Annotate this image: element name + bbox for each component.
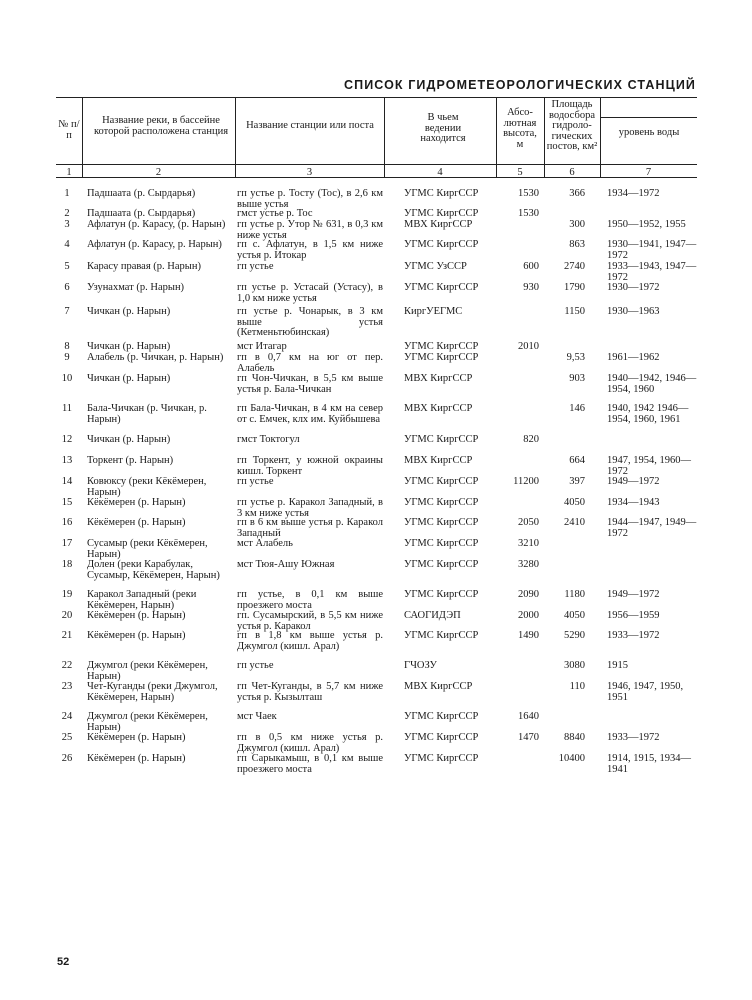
col-head-num: № п/п (58, 119, 80, 141)
observation-years: 1934—1972 (607, 188, 660, 199)
col-head-level: уровень воды (618, 127, 680, 138)
station-name: гп Торкент, у южной окраины кишл. Торкент (237, 455, 383, 477)
row-number: 10 (61, 373, 73, 384)
organization: УГМС КиргССР (404, 630, 479, 641)
catchment-area: 9,53 (566, 352, 585, 363)
page-number: 52 (57, 956, 70, 968)
river-name: Ковюксу (реки Кёкёмерен, Нарын) (87, 476, 207, 498)
row-number: 1 (64, 188, 70, 199)
row-number: 25 (61, 732, 73, 743)
organization: УГМС КиргССР (404, 341, 479, 352)
row-number: 11 (61, 403, 73, 414)
organization: ГЧОЗУ (404, 660, 437, 671)
river-name: Чет-Куганды (реки Джумгол, Кёкёмерен, Нарын) (87, 681, 218, 703)
river-name: Джумгол (реки Кёкёмерен, Нарын) (87, 660, 208, 682)
organization: УГМС КиргССР (404, 497, 479, 508)
river-name: Кёкёмерен (р. Нарын) (87, 517, 186, 528)
river-name: Кёкёмерен (р. Нарын) (87, 630, 186, 641)
row-number: 22 (61, 660, 73, 671)
river-name: Чичкан (р. Нарын) (87, 434, 171, 445)
col-divider (496, 98, 497, 177)
organization: УГМС КиргССР (404, 732, 479, 743)
altitude: 600 (523, 261, 539, 272)
river-name: Чичкан (р. Нарын) (87, 341, 171, 352)
station-name: гп устье р. Тосту (Тос), в 2,6 км выше устья (237, 188, 383, 210)
header-rule (56, 164, 697, 165)
observation-years: 1961—1962 (607, 352, 660, 363)
station-name: гп в 1,8 км выше устья р. Джумгол (кишл. Арал) (237, 630, 383, 652)
row-number: 15 (61, 497, 73, 508)
station-name: мст Тюя-Ашу Южная (237, 559, 335, 570)
observation-years: 1933—1943, 1947—1972 (607, 261, 697, 283)
station-name: гп. Сусамырский, в 5,5 км ниже устья р. Каракол (237, 610, 383, 632)
organization: МВХ КиргССР (404, 403, 473, 414)
row-number: 6 (64, 282, 70, 293)
altitude: 1640 (518, 711, 539, 722)
col-head-org: В чьем ведении находится (420, 112, 466, 144)
river-name: Сусамыр (реки Кёкёмерен, Нарын) (87, 538, 208, 560)
organization: УГМС КиргССР (404, 538, 479, 549)
altitude: 2090 (518, 589, 539, 600)
altitude: 820 (523, 434, 539, 445)
station-name: гп устье р. Чонарык, в 3 км выше устья (Кетменьтюбинская) (237, 306, 383, 338)
station-name: мст Итагар (237, 341, 287, 352)
row-number: 9 (64, 352, 70, 363)
organization: УГМС КиргССР (404, 188, 479, 199)
row-number: 18 (61, 559, 73, 570)
row-number: 23 (61, 681, 73, 692)
observation-years: 1946, 1947, 1950, 1951 (607, 681, 684, 703)
row-number: 20 (61, 610, 73, 621)
organization: МВХ КиргССР (404, 681, 473, 692)
station-name: гп Сарыкамыш, в 0,1 км выше проезжего моста (237, 753, 383, 775)
organization: УГМС КиргССР (404, 517, 479, 528)
river-name: Кёкёмерен (р. Нарын) (87, 753, 186, 764)
station-name: гмст устье р. Тос (237, 208, 313, 219)
catchment-area: 863 (569, 239, 585, 250)
row-number: 24 (61, 711, 73, 722)
col-head-altitude: Абсо- лютная высота, м (503, 107, 537, 150)
station-name: мст Чаек (237, 711, 277, 722)
river-name: Джумгол (реки Кёкёмерен, Нарын) (87, 711, 208, 733)
station-name: мст Алабель (237, 538, 293, 549)
catchment-area: 300 (569, 219, 585, 230)
observation-years: 1933—1972 (607, 630, 660, 641)
observation-years: 1940—1942, 1946—1954, 1960 (607, 373, 697, 395)
altitude: 1490 (518, 630, 539, 641)
station-name: гп устье, в 0,1 км выше проезжего моста (237, 589, 383, 611)
page-title: СПИСОК ГИДРОМЕТЕОРОЛОГИЧЕСКИХ СТАНЦИЙ (344, 78, 696, 92)
river-name: Торкент (р. Нарын) (87, 455, 174, 466)
col-head-station: Название станции или поста (246, 120, 374, 131)
col-divider (600, 98, 601, 177)
station-name: гп в 0,5 км ниже устья р. Джумгол (кишл. Арал) (237, 732, 383, 754)
altitude: 2010 (518, 341, 539, 352)
catchment-area: 1150 (564, 306, 585, 317)
station-name: гмст Токтогул (237, 434, 300, 445)
station-name: гп устье р. Устасай (Устасу), в 1,0 км ниже устья (237, 282, 383, 304)
observation-years: 1949—1972 (607, 476, 660, 487)
catchment-area: 366 (569, 188, 585, 199)
col-number: 4 (437, 167, 443, 178)
altitude: 1530 (518, 208, 539, 219)
row-number: 12 (61, 434, 73, 445)
catchment-area: 2740 (564, 261, 585, 272)
row-number: 4 (64, 239, 70, 250)
river-name: Бала-Чичкан (р. Чичкан, р. Нарын) (87, 403, 207, 425)
catchment-area: 2410 (564, 517, 585, 528)
col-number: 7 (645, 167, 652, 178)
col-divider (235, 98, 236, 177)
organization: УГМС УзССР (404, 261, 467, 272)
col-number: 3 (306, 167, 313, 178)
catchment-area: 664 (569, 455, 585, 466)
organization: САОГИДЭП (404, 610, 461, 621)
altitude: 2050 (518, 517, 539, 528)
row-number: 8 (64, 341, 70, 352)
catchment-area: 903 (569, 373, 585, 384)
organization: УГМС КиргССР (404, 589, 479, 600)
observation-years: 1930—1941, 1947—1972 (607, 239, 697, 261)
col-number: 5 (517, 167, 523, 178)
organization: МВХ КиргССР (404, 373, 473, 384)
altitude: 1470 (518, 732, 539, 743)
station-name: гп с. Афлатун, в 1,5 км ниже устья р. Итокар (237, 239, 383, 261)
catchment-area: 5290 (564, 630, 585, 641)
altitude: 1530 (518, 188, 539, 199)
observation-years: 1956—1959 (607, 610, 660, 621)
river-name: Падшаата (р. Сырдарья) (87, 208, 196, 219)
row-number: 26 (61, 753, 73, 764)
river-name: Кёкёмерен (р. Нарын) (87, 497, 186, 508)
river-name: Чичкан (р. Нарын) (87, 373, 171, 384)
river-name: Кёкёмерен (р. Нарын) (87, 610, 186, 621)
organization: УГМС КиргССР (404, 208, 479, 219)
river-name: Афлатун (р. Карасу, (р. Нарын) (87, 219, 226, 230)
row-number: 16 (61, 517, 73, 528)
river-name: Алабель (р. Чичкан, р. Нарын) (87, 352, 224, 363)
river-name: Афлатун (р. Карасу, р. Нарын) (87, 239, 222, 250)
station-name: гп Чон-Чичкан, в 5,5 км выше устья р. Бала-Чичкан (237, 373, 383, 395)
observation-years: 1915 (607, 660, 628, 671)
river-name: Узунахмат (р. Нарын) (87, 282, 185, 293)
observation-years: 1947, 1954, 1960—1972 (607, 455, 691, 477)
river-name: Долен (реки Карабулак, Сусамыр, Кёкёмерен, Нарын) (87, 559, 220, 581)
col-divider (82, 98, 83, 177)
river-name: Карасу правая (р. Нарын) (87, 261, 201, 272)
observation-years: 1930—1972 (607, 282, 660, 293)
organization: УГМС КиргССР (404, 239, 479, 250)
altitude: 2000 (518, 610, 539, 621)
organization: УГМС КиргССР (404, 711, 479, 722)
station-name: гп устье (237, 476, 274, 487)
catchment-area: 8840 (564, 732, 585, 743)
altitude: 11200 (513, 476, 539, 487)
organization: МВХ КиргССР (404, 455, 473, 466)
row-number: 14 (61, 476, 73, 487)
row-number: 21 (61, 630, 73, 641)
col-number: 1 (66, 167, 72, 178)
organization: УГМС КиргССР (404, 352, 479, 363)
row-number: 2 (64, 208, 70, 219)
station-name: гп в 0,7 км на юг от пер. Алабель (237, 352, 383, 374)
station-name: гп устье р. Каракол Западный, в 3 км ниже устья (237, 497, 383, 519)
organization: УГМС КиргССР (404, 753, 479, 764)
row-number: 3 (64, 219, 70, 230)
river-name: Падшаата (р. Сырдарья) (87, 188, 196, 199)
observation-years: 1950—1952, 1955 (607, 219, 686, 230)
river-name: Каракол Западный (реки Кёкёмерен, Нарын) (87, 589, 197, 611)
observation-years: 1933—1972 (607, 732, 660, 743)
organization: КиргУЕГМС (404, 306, 463, 317)
catchment-area: 397 (569, 476, 585, 487)
altitude: 930 (523, 282, 539, 293)
row-number: 7 (64, 306, 70, 317)
col-head-river: Название реки, в бассейне которой расположена станция (93, 115, 229, 137)
catchment-area: 3080 (564, 660, 585, 671)
catchment-area: 1180 (564, 589, 585, 600)
river-name: Кёкёмерен (р. Нарын) (87, 732, 186, 743)
altitude: 3280 (518, 559, 539, 570)
catchment-area: 4050 (564, 497, 585, 508)
organization: УГМС КиргССР (404, 476, 479, 487)
station-name: гп Чет-Куганды, в 5,7 км ниже устья р. Кызылташ (237, 681, 383, 703)
organization: МВХ КиргССР (404, 219, 473, 230)
observation-years: 1940, 1942 1946—1954, 1960, 1961 (607, 403, 689, 425)
observation-years: 1944—1947, 1949—1972 (607, 517, 697, 539)
col-divider (544, 98, 545, 177)
organization: УГМС КиргССР (404, 434, 479, 445)
observation-years: 1949—1972 (607, 589, 660, 600)
level-group-rule (601, 117, 697, 118)
station-name: гп устье (237, 261, 274, 272)
catchment-area: 10400 (558, 753, 585, 764)
col-number: 6 (569, 167, 575, 178)
row-number: 13 (61, 455, 73, 466)
station-name: гп Бала-Чичкан, в 4 км на север от с. Емчек, клх им. Куйбышева (237, 403, 383, 425)
observation-years: 1934—1943 (607, 497, 660, 508)
catchment-area: 1790 (564, 282, 585, 293)
station-name: гп устье р. Утор № 631, в 0,3 км ниже устья (237, 219, 383, 241)
catchment-area: 110 (569, 681, 585, 692)
observation-years: 1930—1963 (607, 306, 660, 317)
row-number: 5 (64, 261, 70, 272)
col-divider (384, 98, 385, 177)
row-number: 19 (61, 589, 73, 600)
station-name: гп в 6 км выше устья р. Каракол Западный (237, 517, 383, 539)
row-number: 17 (61, 538, 73, 549)
catchment-area: 4050 (564, 610, 585, 621)
river-name: Чичкан (р. Нарын) (87, 306, 171, 317)
organization: УГМС КиргССР (404, 559, 479, 570)
col-head-area: Площадь водосбора гидроло- гических постов, км² (546, 99, 598, 152)
col-number: 2 (155, 167, 162, 178)
station-name: гп устье (237, 660, 274, 671)
observation-years: 1914, 1915, 1934—1941 (607, 753, 691, 775)
catchment-area: 146 (569, 403, 585, 414)
organization: УГМС КиргССР (404, 282, 479, 293)
altitude: 3210 (518, 538, 539, 549)
